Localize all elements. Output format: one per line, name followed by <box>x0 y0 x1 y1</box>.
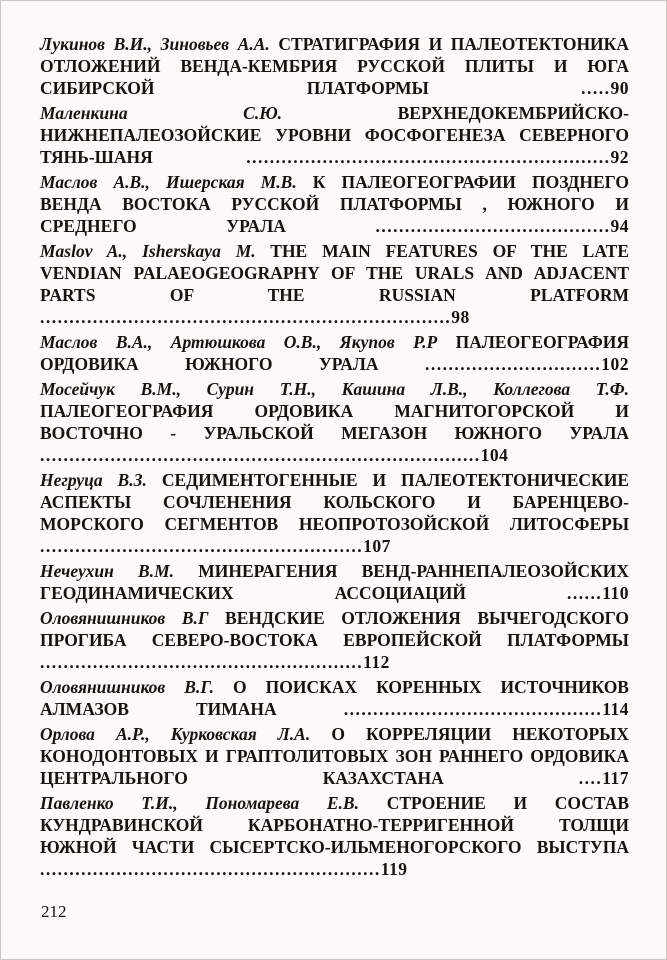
toc-list <box>40 33 629 883</box>
entry-page-number: 119 <box>380 859 408 879</box>
entry-title: СТРАТИГРАФИЯ И ПАЛЕОТЕКТОНИКА ОТЛОЖЕНИЙ ВЕНДА-КЕМБРИЯ РУССКОЙ ПЛИТЫ И ЮГА СИБИРСКОЙ ПЛАТФОРМЫ <box>40 34 629 98</box>
entry-page-number: 94 <box>610 216 629 236</box>
entry-authors: Павленко Т.И., Пономарева Е.В. <box>40 793 359 813</box>
entry-title: К ПАЛЕОГЕОГРАФИИ ПОЗДНЕГО ВЕНДА ВОСТОКА РУССКОЙ ПЛАТФОРМЫ , ЮЖНОГО И СРЕДНЕГО УРАЛА <box>40 172 629 236</box>
toc-entry <box>40 723 629 789</box>
entry-authors: Нечеухин В.М. <box>40 561 175 581</box>
dot-leader: ....................................................... <box>40 652 364 672</box>
toc-entry <box>40 331 629 375</box>
entry-page-number: 98 <box>451 307 470 327</box>
entry-title: МИНЕРАГЕНИЯ ВЕНД-РАННЕПАЛЕОЗОЙСКИХ ГЕОДИНАМИЧЕСКИХ АССОЦИАЦИЙ <box>40 561 630 603</box>
entry-page-number: 92 <box>610 147 629 167</box>
toc-entry <box>40 469 629 557</box>
dot-leader: .............................................................. <box>246 147 611 167</box>
entry-page-number: 102 <box>601 354 630 374</box>
entry-title: ПАЛЕОГЕОГРАФИЯ ОРДОВИКА ЮЖНОГО УРАЛА <box>40 332 630 374</box>
dot-leader: ............................................ <box>343 699 603 719</box>
toc-entry <box>40 607 629 673</box>
entry-authors: Маслов В.А., Артюшкова О.В., Якупов Р.Р <box>40 332 438 352</box>
dot-leader: ........................................................................... <box>40 445 481 465</box>
entry-authors: Маленкина С.Ю. <box>40 103 283 123</box>
entry-page-number: 112 <box>363 652 390 672</box>
dot-leader: ...................................................................... <box>40 307 452 327</box>
entry-authors: Maslov A., Isherskaya M. <box>40 241 256 261</box>
entry-authors: Негруца В.З. <box>40 470 147 490</box>
toc-entry <box>40 792 629 880</box>
toc-entry <box>40 171 629 237</box>
entry-authors: Оловянишников В.Г <box>40 608 209 628</box>
dot-leader: ....................................................... <box>40 536 364 556</box>
entry-authors: Мосейчук В.М., Сурин Т.Н., Кашина Л.В., Коллегова Т.Ф. <box>40 379 629 399</box>
entry-title: ВЕРХНЕДОКЕМБРИЙСКО-НИЖНЕПАЛЕОЗОЙСКИЕ УРОВНИ ФОСФОГЕНЕЗА СЕВЕРНОГО ТЯНЬ-ШАНЯ <box>40 103 629 167</box>
entry-title: ВЕНДСКИЕ ОТЛОЖЕНИЯ ВЫЧЕГОДСКОГО ПРОГИБА СЕВЕРО-ВОСТОКА ЕВРОПЕЙСКОЙ ПЛАТФОРМЫ <box>40 608 629 650</box>
toc-entry <box>40 378 629 466</box>
entry-title: СТРОЕНИЕ И СОСТАВ КУНДРАВИНСКОЙ КАРБОНАТНО-ТЕРРИГЕННОЙ ТОЛЩИ ЮЖНОЙ ЧАСТИ СЫСЕРТСКО-ИЛЬМЕНОГОРСКОГО ВЫСТУПА <box>40 793 629 857</box>
toc-entry <box>40 676 629 720</box>
dot-leader: ........................................ <box>375 216 611 236</box>
toc-entry <box>40 33 629 99</box>
entry-authors: Маслов А.В., Ишерская М.В. <box>40 172 297 192</box>
entry-page-number: 114 <box>602 699 629 719</box>
toc-entry <box>40 240 629 328</box>
dot-leader: .......................................................... <box>40 859 381 879</box>
entry-page-number: 110 <box>602 583 629 603</box>
toc-entry <box>40 560 629 604</box>
dot-leader: ...... <box>566 583 603 603</box>
entry-title: THE MAIN FEATURES OF THE LATE VENDIAN PALAEOGEOGRAPHY OF THE URALS AND ADJACENT PARTS OF THE RUSSIAN PLATFORM <box>40 241 630 305</box>
entry-page-number: 90 <box>610 78 629 98</box>
dot-leader: .............................. <box>425 354 602 374</box>
entry-authors: Орлова А.Р., Курковская Л.А. <box>40 724 311 744</box>
entry-title: О КОРРЕЛЯЦИИ НЕКОТОРЫХ КОНОДОНТОВЫХ И ГРАПТОЛИТОВЫХ ЗОН РАННЕГО ОРДОВИКА ЦЕНТРАЛЬНОГО КАЗАХСТАНА <box>40 724 630 788</box>
dot-leader: .... <box>578 768 603 788</box>
entry-title: СЕДИМЕНТОГЕННЫЕ И ПАЛЕОТЕКТОНИЧЕСКИЕ АСПЕКТЫ СОЧЛЕНЕНИЯ КОЛЬСКОГО И БАРЕНЦЕВО-МОРСКОГО СЕГМЕНТОВ НЕОПРОТОЗОЙСКОЙ ЛИТОСФЕРЫ <box>40 470 630 534</box>
entry-title: ПАЛЕОГЕОГРАФИЯ ОРДОВИКА МАГНИТОГОРСКОЙ И ВОСТОЧНО - УРАЛЬСКОЙ МЕГАЗОН ЮЖНОГО УРАЛА <box>40 401 629 443</box>
folio-page-number: 212 <box>41 902 67 921</box>
entry-page-number: 104 <box>480 445 509 465</box>
toc-entry <box>40 102 629 168</box>
dot-leader: ..... <box>581 78 611 98</box>
entry-authors: Оловянишников В.Г. <box>40 677 214 697</box>
entry-title: О ПОИСКАХ КОРЕННЫХ ИСТОЧНИКОВ АЛМАЗОВ ТИМАНА <box>40 677 629 719</box>
entry-page-number: 117 <box>602 768 629 788</box>
entry-authors: Лукинов В.И., Зиновьев А.А. <box>40 34 270 54</box>
entry-page-number: 107 <box>363 536 391 556</box>
